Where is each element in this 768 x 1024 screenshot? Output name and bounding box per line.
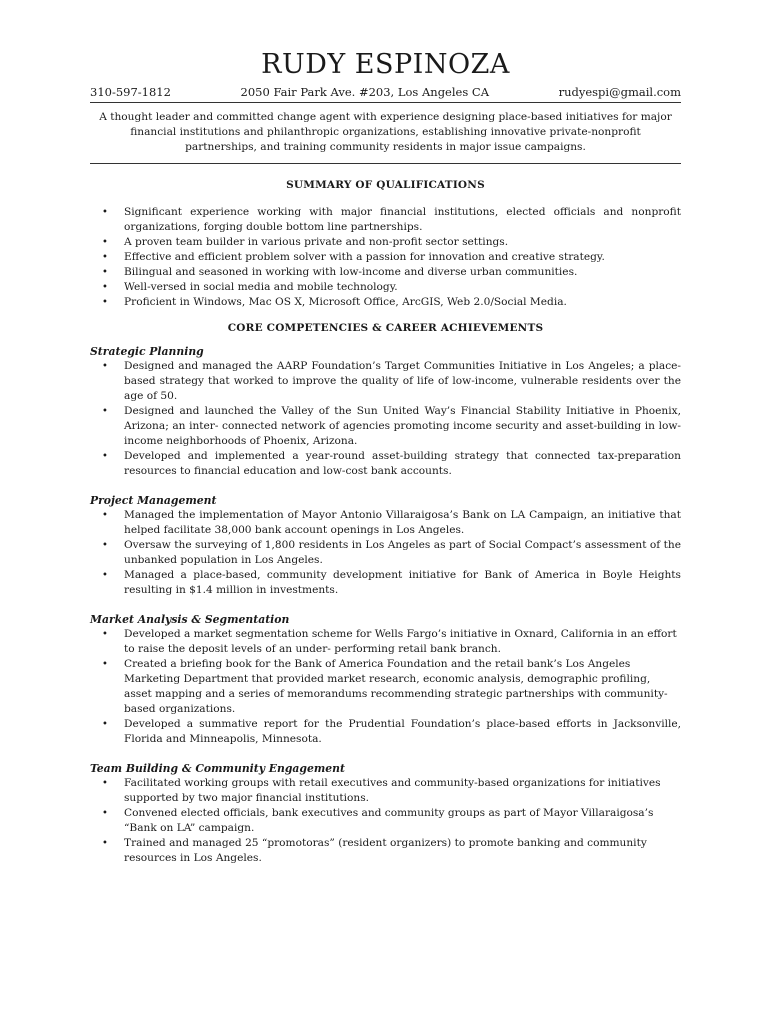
project-management-heading: Project Management (90, 494, 217, 507)
team-building-heading: Team Building & Community Engagement (90, 762, 345, 775)
achievement-item: • Developed a market segmentation scheme for Wells Fargo’s initiative in Oxnard, California in an effort to raise the deposit levels of an under- performing retail bank branch. (102, 628, 677, 655)
strategic-planning-list (90, 359, 681, 479)
achievement-item: • Convened elected officials, bank executives and community groups as part of Mayor Villaraigosa’s “Bank on LA” campaign. (102, 807, 654, 834)
email-address: rudyespi@gmail.com (558, 85, 681, 99)
bullet-icon: • (102, 252, 108, 263)
achievement-item: • Managed the implementation of Mayor Antonio Villaraigosa’s Bank on LA Campaign, an initiative that helped facilitate 38,000 bank account openings in Los Angeles. (102, 509, 681, 536)
bullet-icon: • (102, 406, 108, 417)
bullet-icon: • (102, 297, 108, 308)
bullet-icon: • (102, 570, 108, 581)
resume-page (90, 0, 681, 866)
contact-line (90, 84, 681, 103)
market-analysis-list (90, 627, 681, 747)
achievement-item: • Developed a summative report for the Prudential Foundation’s place-based efforts in Jacksonville, Florida and Minneapolis, Minnesota. (102, 718, 681, 745)
market-analysis-heading: Market Analysis & Segmentation (90, 613, 290, 626)
phone-number: 310-597-1812 (90, 85, 171, 99)
achievement-item: • Designed and launched the Valley of the Sun United Way’s Financial Stability Initiative in Phoenix, Arizona; an inter- connected network of agencies promoting income security and asset-building in low-income neighborhoods of Phoenix, Arizona. (102, 405, 681, 447)
achievement-item: • Trained and managed 25 “promotoras” (resident organizers) to promote banking and community resources in Los Angeles. (102, 837, 647, 864)
candidate-name: RUDY ESPINOZA (261, 49, 510, 80)
bullet-icon: • (102, 510, 108, 521)
project-management-list (90, 508, 681, 598)
qualification-item: • Proficient in Windows, Mac OS X, Microsoft Office, ArcGIS, Web 2.0/Social Media. (102, 296, 567, 308)
bullet-icon: • (102, 282, 108, 293)
achievement-item: • Created a briefing book for the Bank of America Foundation and the retail bank’s Los Angeles Marketing Department that provided market research, economic analysis, demographic profiling, asset mapping and a series of memorandums recommending strategic partnerships with community-based organizations. (102, 658, 668, 715)
profile-summary: A thought leader and committed change agent with experience designing place-based initiatives for major financial institutions and philanthropic organizations, establishing innovative private-nonprofit partnerships, and training community residents in major issue campaigns. (90, 110, 681, 164)
bullet-icon: • (102, 719, 108, 730)
achievement-item: • Facilitated working groups with retail executives and community-based organizations for initiatives supported by two major financial institutions. (102, 777, 661, 804)
achievement-item: • Oversaw the surveying of 1,800 residents in Los Angeles as part of Social Compact’s assessment of the unbanked population in Los Angeles. (102, 539, 681, 566)
bullet-icon: • (102, 838, 108, 849)
qualifications-title: SUMMARY OF QUALIFICATIONS (286, 179, 485, 191)
strategic-planning-heading: Strategic Planning (90, 345, 204, 358)
bullet-icon: • (102, 361, 108, 372)
bullet-icon: • (102, 808, 108, 819)
achievement-item: • Managed a place-based, community development initiative for Bank of America in Boyle Heights resulting in $1.4 million in investments. (102, 569, 681, 596)
mailing-address: 2050 Fair Park Ave. #203, Los Angeles CA (240, 85, 490, 99)
bullet-icon: • (102, 237, 108, 248)
qualification-item: • Well-versed in social media and mobile technology. (102, 281, 398, 293)
qualifications-list (90, 205, 681, 310)
bullet-icon: • (102, 778, 108, 789)
achievement-item: • Designed and managed the AARP Foundation’s Target Communities Initiative in Los Angeles; a place-based strategy that worked to improve the quality of life of low-income, vulnerable residents over the age of 50. (102, 360, 681, 402)
bullet-icon: • (102, 659, 108, 670)
qualification-item: • Bilingual and seasoned in working with low-income and diverse urban communities. (102, 266, 578, 278)
qualification-item: • Significant experience working with major financial institutions, elected officials and nonprofit organizations, forging double bottom line partnerships. (102, 206, 681, 233)
achievement-item: • Developed and implemented a year-round asset-building strategy that connected tax-preparation resources to financial education and low-cost bank accounts. (102, 450, 681, 477)
bullet-icon: • (102, 451, 108, 462)
team-building-list (90, 776, 681, 866)
bullet-icon: • (102, 207, 108, 218)
bullet-icon: • (102, 267, 108, 278)
qualification-item: • Effective and efficient problem solver with a passion for innovation and creative strategy. (102, 251, 605, 263)
bullet-icon: • (102, 540, 108, 551)
bullet-icon: • (102, 629, 108, 640)
competencies-title: CORE COMPETENCIES & CAREER ACHIEVEMENTS (227, 322, 544, 334)
qualification-item: • A proven team builder in various private and non-profit sector settings. (102, 236, 509, 248)
